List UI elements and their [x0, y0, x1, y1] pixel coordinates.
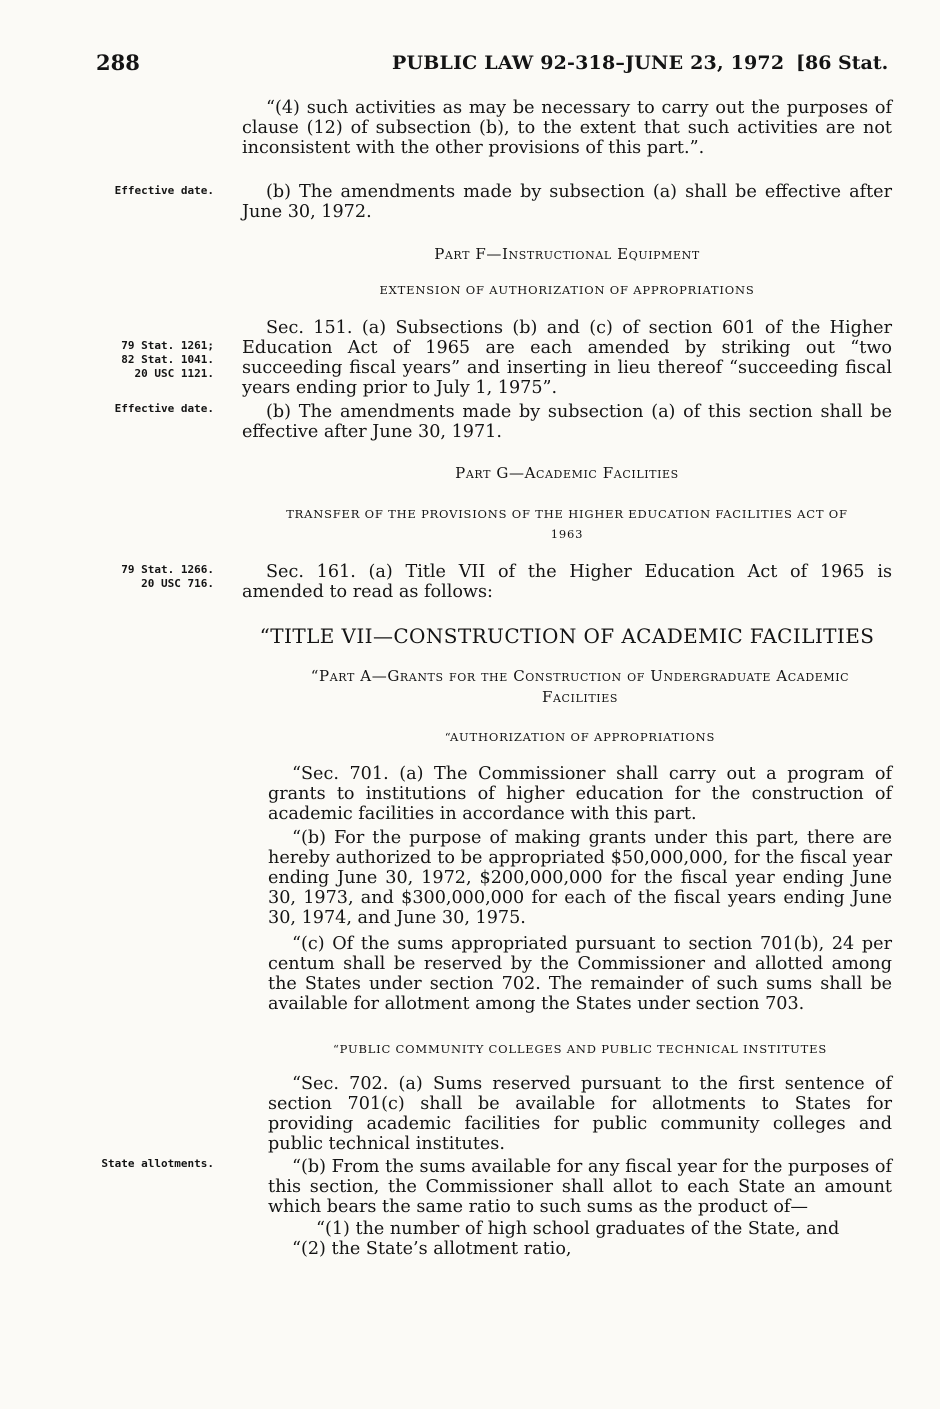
section-subheading: “PUBLIC COMMUNITY COLLEGES AND PUBLIC TECHNICAL INSTITUTES — [332, 1042, 828, 1056]
paragraph: “(b) From the sums available for any fiscal year for the purposes of this section, the Commissioner shall allot to each State an amount which bears the same ratio to such sums as the product of— — [268, 1157, 892, 1217]
part-heading: “Part A—Grants for the Construction of Undergraduate Academic Facilities — [310, 667, 850, 706]
section-paragraph: “Sec. 702. (a) Sums reserved pursuant to the first sentence of section 701(c) shall be available for allotments to States for providing academic facilities for public community colleges and public technical institutes. — [268, 1074, 892, 1154]
margin-note-state-allotments: State allotments. — [101, 1157, 214, 1170]
section-paragraph: Sec. 161. (a) Title VII of the Higher Education Act of 1965 is amended to read as follows: — [242, 562, 892, 602]
list-item: “(2) the State’s allotment ratio, — [292, 1239, 572, 1259]
paragraph: “(c) Of the sums appropriated pursuant to section 701(b), 24 per centum shall be reserved by the Commissioner and allotted among the States under section 702. The remainder of such sums shall be available for allotment among the States under section 703. — [268, 934, 892, 1014]
section-subheading: “AUTHORIZATION OF APPROPRIATIONS — [444, 730, 716, 744]
title-heading: “TITLE VII—CONSTRUCTION OF ACADEMIC FACILITIES — [259, 624, 875, 648]
section-subheading: TRANSFER OF THE PROVISIONS OF THE HIGHER EDUCATION FACILITIES ACT OF 1963 — [286, 507, 848, 541]
paragraph: “(b) For the purpose of making grants under this part, there are hereby authorized to be appropriated $50,000,000, for the fiscal year ending June 30, 1972, $200,000,000 for the fiscal year ending June 30, 1973, and $300,000,000 for each of the fiscal years ending June 30, 1974, and June 30, 1975. — [268, 828, 892, 928]
section-paragraph: Sec. 151. (a) Subsections (b) and (c) of section 601 of the Higher Education Act of 1965 are each amended by striking out “two succeeding fiscal years” and inserting in lieu thereof “succeeding fiscal years ending prior to July 1, 1975”. — [242, 318, 892, 398]
paragraph: “(4) such activities as may be necessary to carry out the purposes of clause (12) of subsection (b), to the extent that such activities are not inconsistent with the other provisions of this part.”. — [242, 98, 892, 158]
part-heading: Part G—Academic Facilities — [455, 464, 679, 482]
statute-reference: [86 Stat. — [796, 52, 889, 74]
list-item: “(1) the number of high school graduates of the State, and — [316, 1219, 840, 1239]
section-subheading: EXTENSION OF AUTHORIZATION OF APPROPRIATIONS — [379, 283, 755, 297]
part-heading: Part F—Instructional Equipment — [434, 245, 700, 263]
paragraph: (b) The amendments made by subsection (a) shall be effective after June 30, 1972. — [242, 182, 892, 222]
running-head: PUBLIC LAW 92-318–JUNE 23, 1972 — [392, 52, 785, 74]
margin-note-effective-date: Effective date. — [114, 402, 214, 415]
paragraph: (b) The amendments made by subsection (a) of this section shall be effective after June 30, 1971. — [242, 402, 892, 442]
page-number: 288 — [96, 50, 140, 75]
section-paragraph: “Sec. 701. (a) The Commissioner shall carry out a program of grants to institutions of higher education for the construction of academic facilities in accordance with this part. — [268, 764, 892, 824]
margin-note-citation: 79 Stat. 1261; 82 Stat. 1041. 20 USC 1121. — [121, 339, 214, 380]
margin-note-citation: 79 Stat. 1266. 20 USC 716. — [121, 563, 214, 590]
margin-note-effective-date: Effective date. — [114, 184, 214, 197]
